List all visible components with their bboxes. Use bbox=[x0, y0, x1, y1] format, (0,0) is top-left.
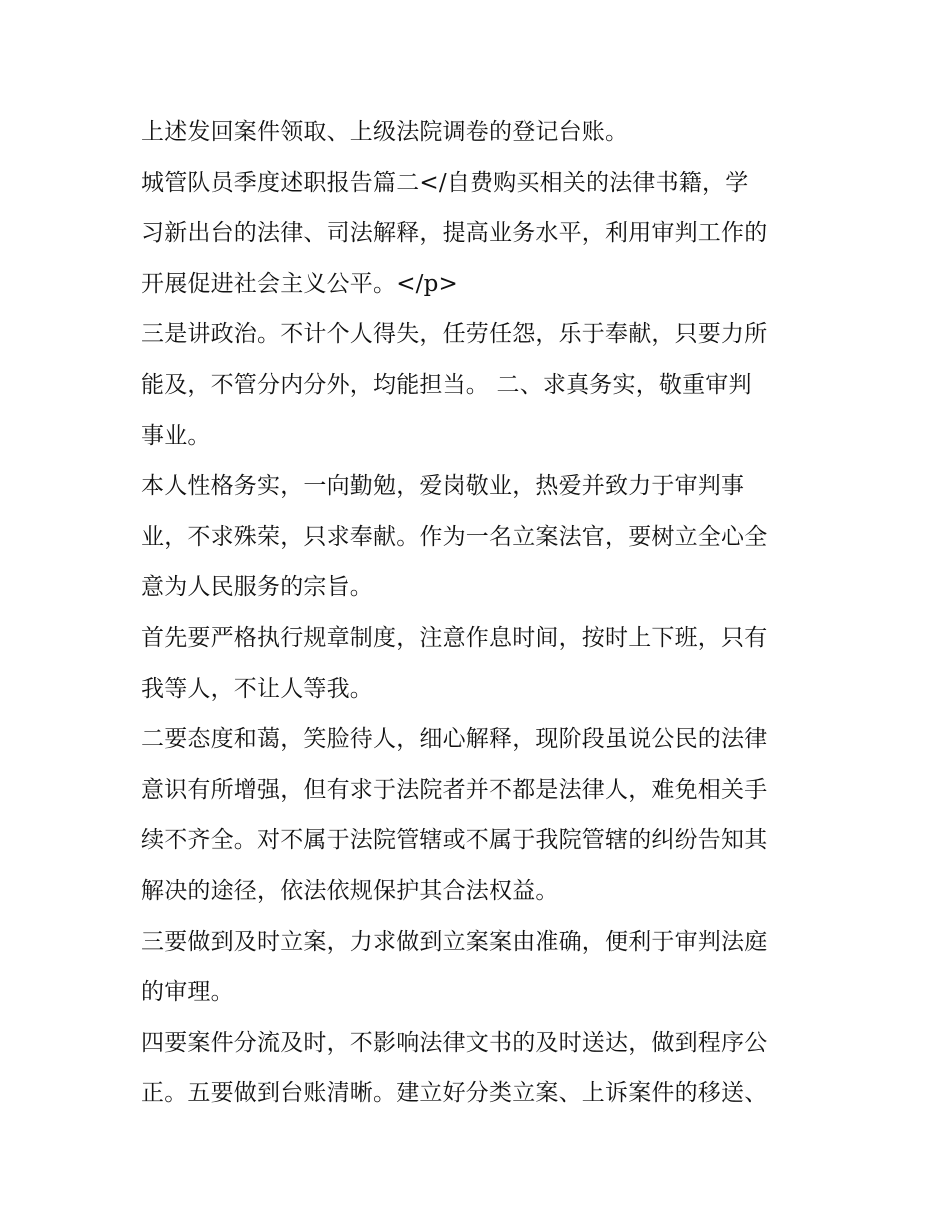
text-line: 业，不求殊荣，只求奉献。作为一名立案法官，要树立全心全 bbox=[141, 523, 768, 550]
text-line: 三是讲政治。不计个人得失，任劳任怨，乐于奉献，只要力所 bbox=[141, 321, 768, 348]
text-line: 上述发回案件领取、上级法院调卷的登记台账。 bbox=[141, 119, 629, 145]
document-body bbox=[141, 107, 813, 1119]
text-line: 四要案件分流及时，不影响法律文书的及时送达，做到程序公 bbox=[141, 1029, 768, 1056]
text-line: 意识有所增强，但有求于法院者并不都是法律人，难免相关手 bbox=[141, 776, 768, 803]
text-line: 续不齐全。对不属于法院管辖或不属于我院管辖的纠纷告知其 bbox=[141, 827, 768, 854]
text-line: 习新出台的法律、司法解释，提高业务水平，利用审判工作的 bbox=[141, 220, 768, 247]
text-line: 本人性格务实，一向勤勉，爱岗敬业，热爱并致力于审判事 bbox=[141, 473, 745, 500]
text-line: 城管队员季度述职报告篇二</自费购买相关的法律书籍，学 bbox=[141, 169, 749, 196]
text-line: 我等人，不让人等我。 bbox=[141, 675, 373, 702]
text-line: 三要做到及时立案，力求做到立案案由准确，便利于审判法庭 bbox=[141, 928, 768, 955]
text-line: 首先要严格执行规章制度，注意作息时间，按时上下班，只有 bbox=[141, 624, 768, 651]
text-line: 解决的途径，依法依规保护其合法权益。 bbox=[141, 877, 559, 904]
text-line: 能及，不管分内分外，均能担当。 二、求真务实，敬重审判 bbox=[141, 371, 752, 398]
text-line: 开展促进社会主义公平。</p> bbox=[141, 270, 459, 297]
text-line: 二要态度和蔼，笑脸待人，细心解释，现阶段虽说公民的法律 bbox=[141, 726, 768, 753]
text-line: 意为人民服务的宗旨。 bbox=[141, 574, 373, 601]
text-line: 事业。 bbox=[141, 422, 211, 449]
text-line: 正。五要做到台账清晰。建立好分类立案、上诉案件的移送、 bbox=[141, 1080, 768, 1107]
text-line: 的审理。 bbox=[141, 979, 234, 1006]
